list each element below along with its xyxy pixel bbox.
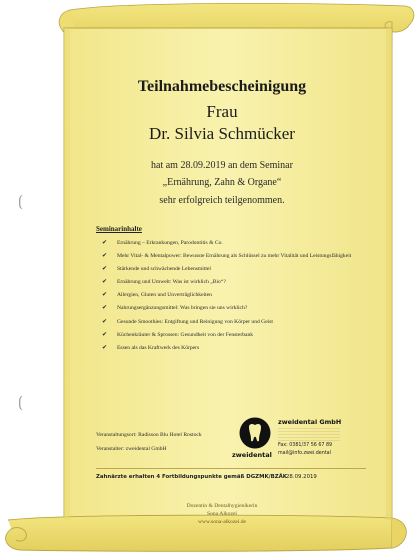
check-arrow-icon: ✔ bbox=[102, 344, 108, 351]
check-arrow-icon: ✔ bbox=[102, 266, 108, 273]
cpd-points-date: 28.09.2019 bbox=[286, 474, 317, 480]
check-arrow-icon: ✔ bbox=[102, 292, 108, 299]
seminar-title: „Ernährung, Zahn & Organe“ bbox=[162, 177, 282, 188]
lecturer-website: www.sona-alkozei.de bbox=[197, 519, 247, 525]
recipient-name: Dr. Silvia Schmücker bbox=[149, 124, 295, 143]
check-arrow-icon: ✔ bbox=[102, 331, 108, 338]
check-arrow-icon: ✔ bbox=[102, 318, 108, 325]
certificate-title: Teilnahmebescheinigung bbox=[137, 78, 307, 95]
punch-hole-top: ⟮ bbox=[18, 192, 23, 210]
venue-location: Veranstaltungsort: Radisson Blu Hotel Rostock bbox=[96, 432, 202, 438]
cpd-points-text: Zahnärzte erhalten 4 Fortbildungspunkte gemäß DGZMK/BZÄK bbox=[96, 474, 287, 480]
completion-line: sehr erfolgreich teilgenommen. bbox=[159, 195, 285, 206]
logo-wordmark: zweidental bbox=[232, 451, 272, 459]
list-item: ✔ Allergien, Gluten und Unverträglichkeiten bbox=[102, 292, 212, 299]
list-item: ✔ Ernährung – Erkrankungen, Parodontitis & Co. bbox=[102, 240, 223, 246]
venue-organizer: Veranstalter: zweidental GmbH bbox=[96, 446, 167, 452]
punch-hole-bottom: ⟮ bbox=[18, 393, 23, 411]
attendance-line: hat am 28.09.2019 an dem Seminar bbox=[151, 160, 293, 171]
seminar-content-list bbox=[102, 240, 364, 358]
list-item: ✔ Küchenkräuter & Sprossen: Gesundheit von der Fensterbank bbox=[102, 331, 254, 338]
list-item: ✔ Stärkende und schwächende Lebensmittel bbox=[102, 266, 211, 273]
zweidental-logo bbox=[238, 416, 272, 450]
list-item: ✔ Mehr Vital- & Mentalpower: Bewusste Ernährung als Schlüssel zu mehr Vitalität und Leistungsfähigkeit bbox=[102, 253, 352, 260]
certificate-content bbox=[72, 0, 372, 560]
recipient-salutation: Frau bbox=[206, 102, 238, 121]
company-fax: Fax: 0381/37 56 67 89 bbox=[278, 443, 333, 448]
check-arrow-icon: ✔ bbox=[102, 253, 108, 260]
check-arrow-icon: ✔ bbox=[102, 240, 108, 246]
company-email: mail@info.zwei.dental bbox=[278, 451, 331, 456]
check-arrow-icon: ✔ bbox=[102, 279, 108, 286]
company-name: zweidental GmbH bbox=[278, 418, 342, 426]
check-arrow-icon: ✔ bbox=[102, 305, 108, 312]
list-item: ✔ Essen als das Kraftwerk des Körpers bbox=[102, 344, 200, 351]
lecturer-name: Sona Alkozei bbox=[207, 511, 237, 517]
list-item: ✔ Gesunde Smoothies: Entgiftung und Reinigung von Körper und Geist bbox=[102, 318, 273, 325]
divider bbox=[96, 468, 366, 469]
stamp-address-faded bbox=[278, 427, 340, 441]
lecturer-role: Dozentin & Dentalhygienikerin bbox=[186, 503, 258, 509]
list-item: ✔ Ernährung und Umwelt: Was ist wirklich „Bio“? bbox=[102, 279, 226, 286]
tooth-logo-icon bbox=[238, 416, 272, 450]
list-item: ✔ Nahrungsergänzungsmittel: Was bringen sie uns wirklich? bbox=[102, 305, 248, 312]
section-heading: Seminarinhalte bbox=[96, 225, 142, 233]
